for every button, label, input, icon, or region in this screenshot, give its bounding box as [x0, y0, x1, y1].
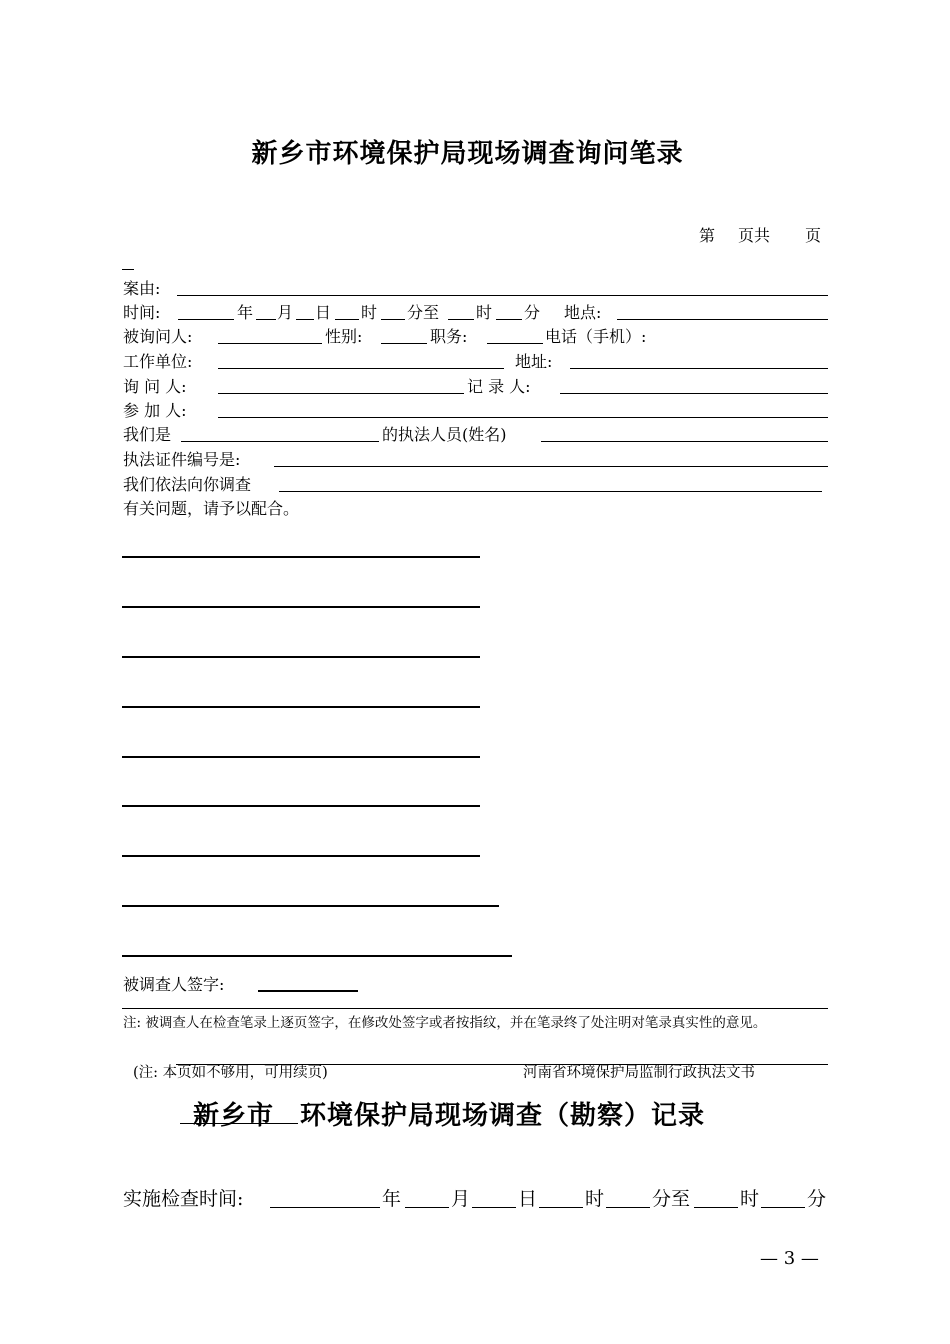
recorder-field[interactable] [560, 393, 828, 394]
check-minute-to-label: 分至 [652, 1188, 691, 1210]
footer-right: 河南省环境保护局监制行政执法文书 [523, 1065, 755, 1081]
record-title: 环境保护局现场调查（勘察）记录 [300, 1101, 706, 1131]
check-day-field[interactable] [472, 1207, 516, 1208]
we-are-label: 我们是 [123, 425, 172, 444]
note-text: 注: 被调查人在检查笔录上逐页签字，在修改处签字或者按指纹，并在笔录终了处注明对笔录真实性的意见。 [123, 1015, 767, 1031]
interviewee-field[interactable] [218, 343, 322, 344]
cert-no-field[interactable] [274, 466, 828, 467]
answer-line[interactable] [122, 656, 480, 658]
answer-line[interactable] [122, 556, 480, 558]
answer-line[interactable] [122, 855, 480, 857]
minute-field[interactable] [381, 319, 405, 320]
day-field[interactable] [296, 319, 314, 320]
phone-label: 电话（手机）: [545, 327, 647, 346]
participant-field[interactable] [218, 417, 828, 418]
stray-mark [122, 269, 134, 270]
inquirer-label: 询 问 人: [123, 377, 187, 396]
hour-label: 时 [361, 303, 378, 322]
interviewee-label: 被询问人: [123, 327, 193, 346]
answer-line[interactable] [122, 905, 499, 907]
investigate-label: 我们依法向你调查 [123, 475, 252, 494]
check-end-minute-field[interactable] [761, 1207, 805, 1208]
answer-line[interactable] [122, 606, 480, 608]
address-label: 地址: [515, 352, 553, 371]
page-title: 新乡市环境保护局现场调查询问笔录 [251, 139, 684, 169]
month-field[interactable] [256, 319, 276, 320]
hour-field[interactable] [335, 319, 359, 320]
check-minute-field[interactable] [606, 1207, 650, 1208]
check-hour-label: 时 [585, 1188, 605, 1210]
gender-field[interactable] [381, 343, 427, 344]
day-label: 日 [315, 303, 332, 322]
signature-label: 被调查人签字: [123, 975, 225, 994]
check-hour-field[interactable] [539, 1207, 583, 1208]
agency-field[interactable] [181, 441, 379, 442]
page-no-di: 第 [699, 226, 716, 245]
check-month-label: 月 [451, 1188, 471, 1210]
end-minute-field[interactable] [496, 319, 522, 320]
officer-name-label: 的执法人员(姓名) [382, 425, 507, 444]
participant-label: 参 加 人: [123, 401, 187, 420]
case-label: 案由: [123, 279, 161, 298]
cert-no-label: 执法证件编号是: [123, 450, 241, 469]
page-no-ye: 页 [805, 226, 822, 245]
time-label: 时间: [123, 303, 161, 322]
inquirer-field[interactable] [218, 393, 464, 394]
answer-line[interactable] [122, 756, 480, 758]
recorder-label: 记 录 人: [467, 377, 531, 396]
answer-line[interactable] [122, 955, 512, 957]
end-hour-label: 时 [476, 303, 493, 322]
case-field[interactable] [177, 295, 828, 296]
divider [122, 1008, 828, 1009]
end-minute-label: 分 [524, 303, 541, 322]
title-city: 新乡市 [193, 1101, 275, 1131]
check-year-label: 年 [382, 1188, 402, 1210]
page-number: — 3 — [760, 1248, 819, 1269]
answer-line[interactable] [122, 706, 480, 708]
officer-name-field[interactable] [541, 441, 828, 442]
cooperate-text: 有关问题，请予以配合。 [123, 499, 300, 518]
check-end-hour-field[interactable] [694, 1207, 738, 1208]
month-label: 月 [277, 303, 294, 322]
check-end-minute-label: 分 [807, 1188, 827, 1210]
signature-field[interactable] [258, 990, 358, 992]
year-field[interactable] [178, 319, 234, 320]
check-day-label: 日 [518, 1188, 538, 1210]
title-city-underline [180, 1123, 298, 1124]
workplace-field[interactable] [218, 368, 504, 369]
check-time-label: 实施检查时间: [123, 1188, 244, 1210]
investigate-field[interactable] [279, 491, 822, 492]
check-month-field[interactable] [405, 1207, 449, 1208]
position-label: 职务: [430, 327, 468, 346]
place-field[interactable] [617, 319, 828, 320]
workplace-label: 工作单位: [123, 352, 193, 371]
check-year-field[interactable] [270, 1207, 380, 1208]
page-no-ye-gong: 页共 [738, 226, 771, 245]
answer-line[interactable] [122, 805, 480, 807]
gender-label: 性别: [325, 327, 363, 346]
minute-to-label: 分至 [407, 303, 440, 322]
year-label: 年 [237, 303, 254, 322]
place-label: 地点: [564, 303, 602, 322]
position-field[interactable] [487, 343, 543, 344]
footer-left: (注: 本页如不够用，可用续页) [133, 1065, 328, 1081]
end-hour-field[interactable] [448, 319, 474, 320]
check-end-hour-label: 时 [740, 1188, 760, 1210]
address-field[interactable] [570, 368, 828, 369]
